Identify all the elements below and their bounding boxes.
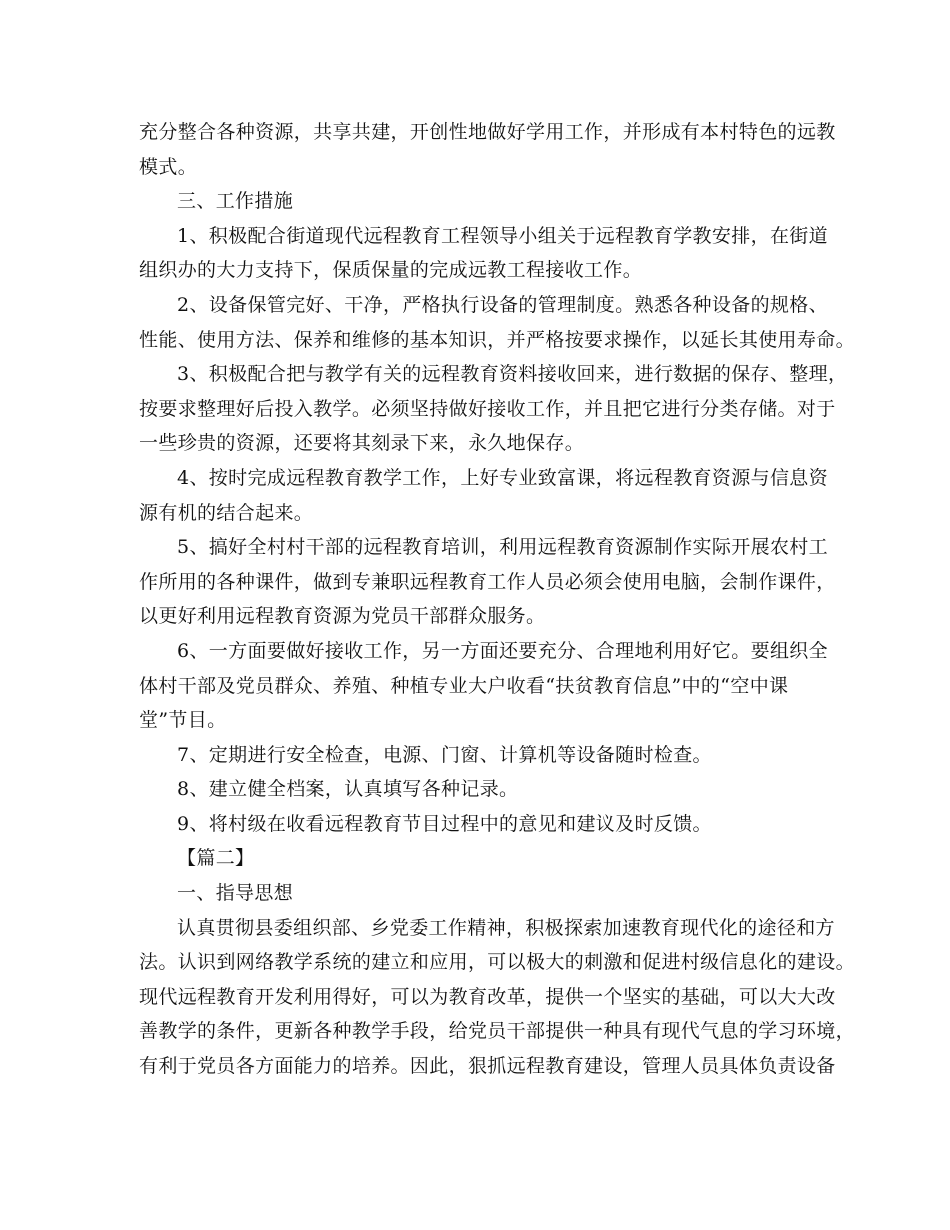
text-line: 1、积极配合街道现代远程教育工程领导小组关于远程教育学教安排，在街道	[177, 224, 828, 247]
text-line: 性能、使用方法、保养和维修的基本知识，并严格按要求操作，以延长其使用寿命。	[139, 328, 855, 351]
text-line: 9、将村级在收看远程教育节目过程中的意见和建议及时反馈。	[177, 812, 712, 835]
text-line: 有利于党员各方面能力的培养。因此，狠抓远程教育建设，管理人员具体负责设备	[139, 1055, 836, 1078]
text-line: 7、定期进行安全检查，电源、门窗、计算机等设备随时检查。	[177, 743, 712, 766]
text-line: 一、指导思想	[177, 882, 294, 905]
text-line: 6、一方面要做好接收工作，另一方面还要充分、合理地利用好它。要组织全	[177, 639, 828, 662]
text-line: 以更好利用远程教育资源为党员干部群众服务。	[139, 605, 546, 628]
text-line: 4、按时完成远程教育教学工作，上好专业致富课，将远程教育资源与信息资	[177, 466, 828, 489]
text-line: 善教学的条件，更新各种教学手段，给党员干部提供一种具有现代气息的学习环境，	[139, 1020, 855, 1043]
text-line: 3、积极配合把与教学有关的远程教育资料接收回来，进行数据的保存、整理，	[177, 363, 848, 386]
document-body	[139, 115, 855, 1084]
text-line: 8、建立健全档案，认真填写各种记录。	[177, 778, 519, 801]
text-line: 组织办的大力支持下，保质保量的完成远教工程接收工作。	[139, 259, 643, 282]
text-line: 认真贯彻县委组织部、乡党委工作精神，积极探索加速教育现代化的途径和方	[177, 916, 835, 939]
text-line: 堂”节目。	[139, 709, 227, 732]
text-line: 一些珍贵的资源，还要将其刻录下来，永久地保存。	[139, 432, 585, 455]
text-line: 三、工作措施	[177, 190, 294, 213]
text-line: 源有机的结合起来。	[139, 501, 314, 524]
text-line: 充分整合各种资源，共享共建，开创性地做好学用工作，并形成有本村特色的远教	[139, 121, 836, 143]
text-line: 按要求整理好后投入教学。必须坚持做好接收工作，并且把它进行分类存储。对于	[139, 397, 836, 420]
text-line: 模式。	[139, 155, 198, 178]
text-line: 5、搞好全村村干部的远程教育培训，利用远程教育资源制作实际开展农村工	[177, 536, 828, 559]
text-line: 作所用的各种课件，做到专兼职远程教育工作人员必须会使用电脑，会制作课件，	[139, 570, 836, 593]
text-line: 现代远程教育开发利用得好，可以为教育改革，提供一个坚实的基础，可以大大改	[139, 985, 836, 1008]
text-line: 2、设备保管完好、干净，严格执行设备的管理制度。熟悉各种设备的规格、	[177, 293, 828, 316]
text-line: 法。认识到网络教学系统的建立和应用，可以极大的刺激和促进村级信息化的建设。	[139, 951, 855, 974]
text-line: 体村干部及党员群众、养殖、种植专业大户收看“扶贫教育信息”中的“空中课	[139, 674, 789, 697]
text-line: 【篇二】	[177, 847, 255, 870]
